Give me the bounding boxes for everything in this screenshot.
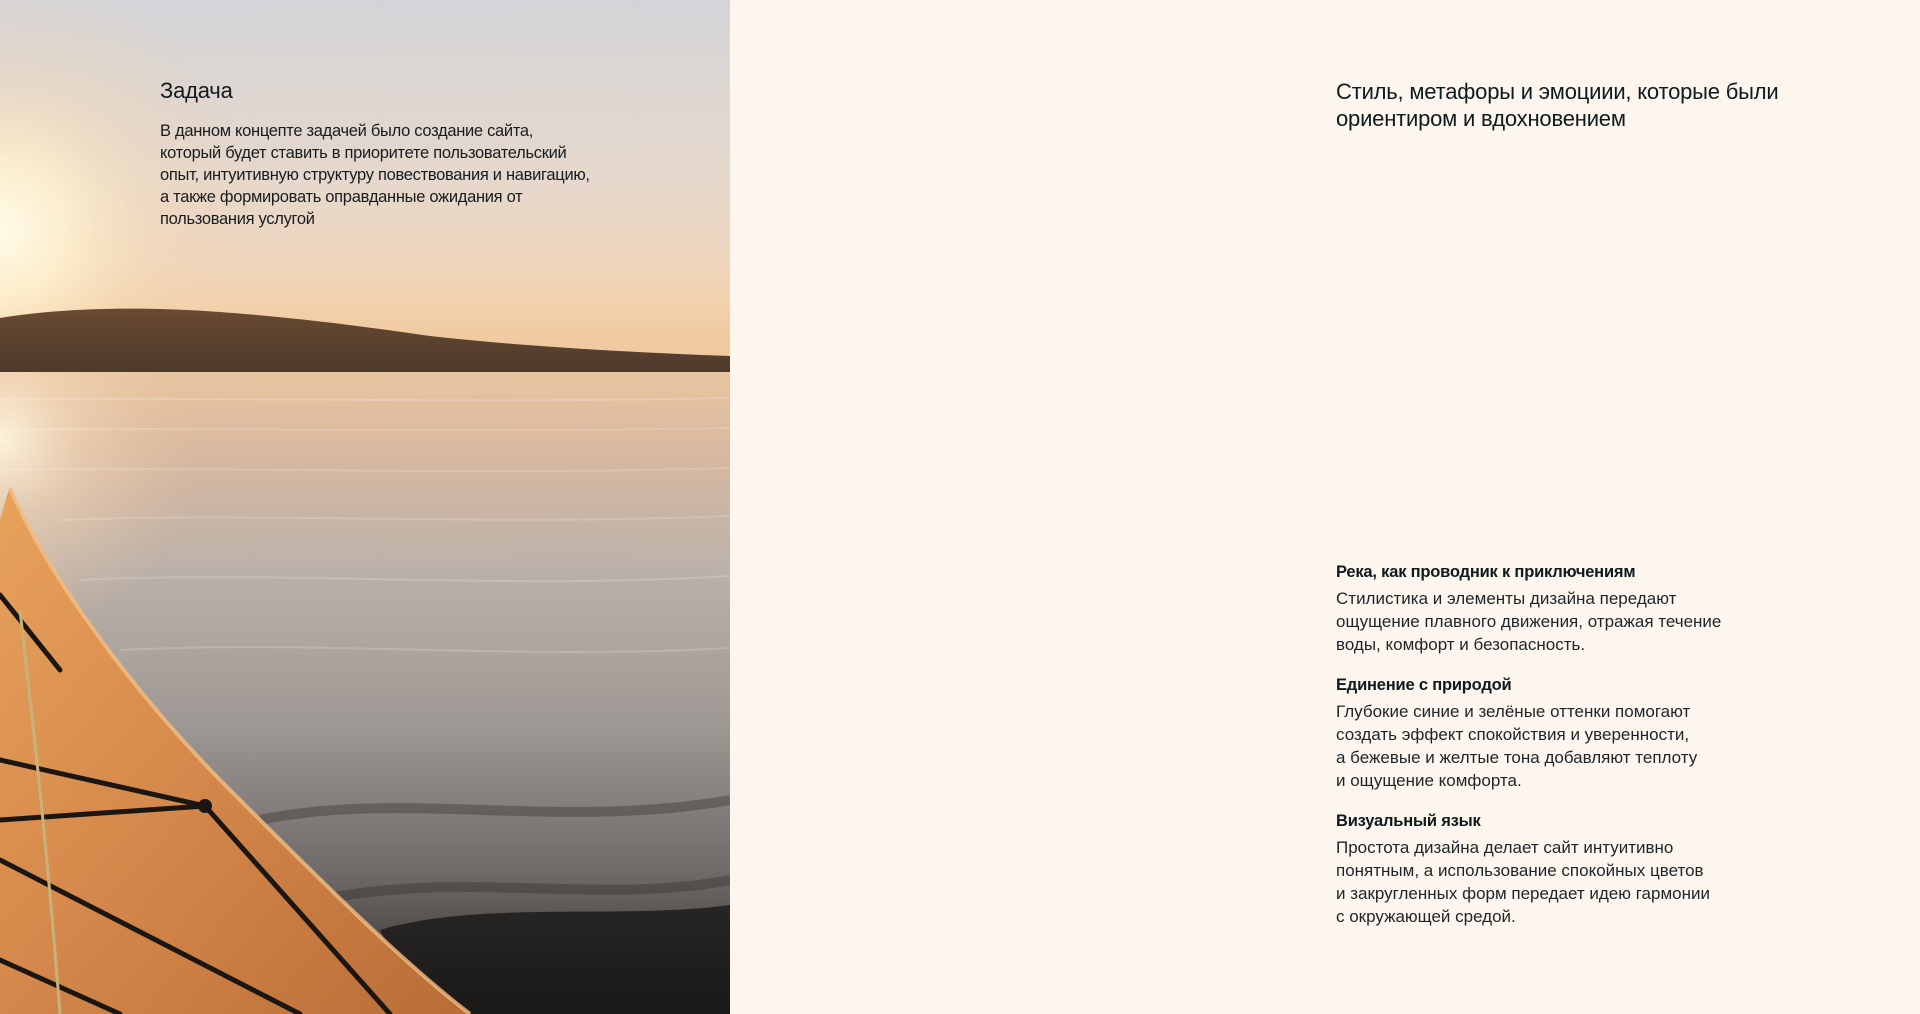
kayak-sunset-photo xyxy=(0,0,730,1014)
principle-text: Простота дизайна делает сайт интуитивно понятным, а использование спокойных цветов и закругленных форм передает идею гармонии с окружающей средой. xyxy=(1336,838,1710,926)
task-title: Задача xyxy=(160,78,233,103)
task-description: В данном концепте задачей было создание сайта, который будет ставить в приоритете пользовательский опыт, интуитивную структуру повествования и навигацию, а также формировать оправданные ожидания от пользования услугой xyxy=(160,122,590,228)
principle-item xyxy=(1336,676,1776,792)
style-section-title: Стиль, метафоры и эмоциии, которые были ориентиром и вдохновением xyxy=(1336,79,1779,131)
task-block xyxy=(160,78,590,230)
principle-item xyxy=(1336,563,1776,656)
principle-text: Глубокие синие и зелёные оттенки помогают создать эффект спокойствия и уверенности, а бежевые и желтые тона добавляют теплоту и ощущение комфорта. xyxy=(1336,702,1698,790)
principles-list xyxy=(1336,563,1776,948)
principle-heading: Визуальный язык xyxy=(1336,812,1481,830)
principle-heading: Река, как проводник к приключениям xyxy=(1336,563,1636,581)
principle-text: Стилистика и элементы дизайна передают ощущение плавного движения, отражая течение воды, комфорт и безопасность. xyxy=(1336,589,1722,654)
principle-heading: Единение с природой xyxy=(1336,676,1512,694)
principle-item xyxy=(1336,812,1776,928)
